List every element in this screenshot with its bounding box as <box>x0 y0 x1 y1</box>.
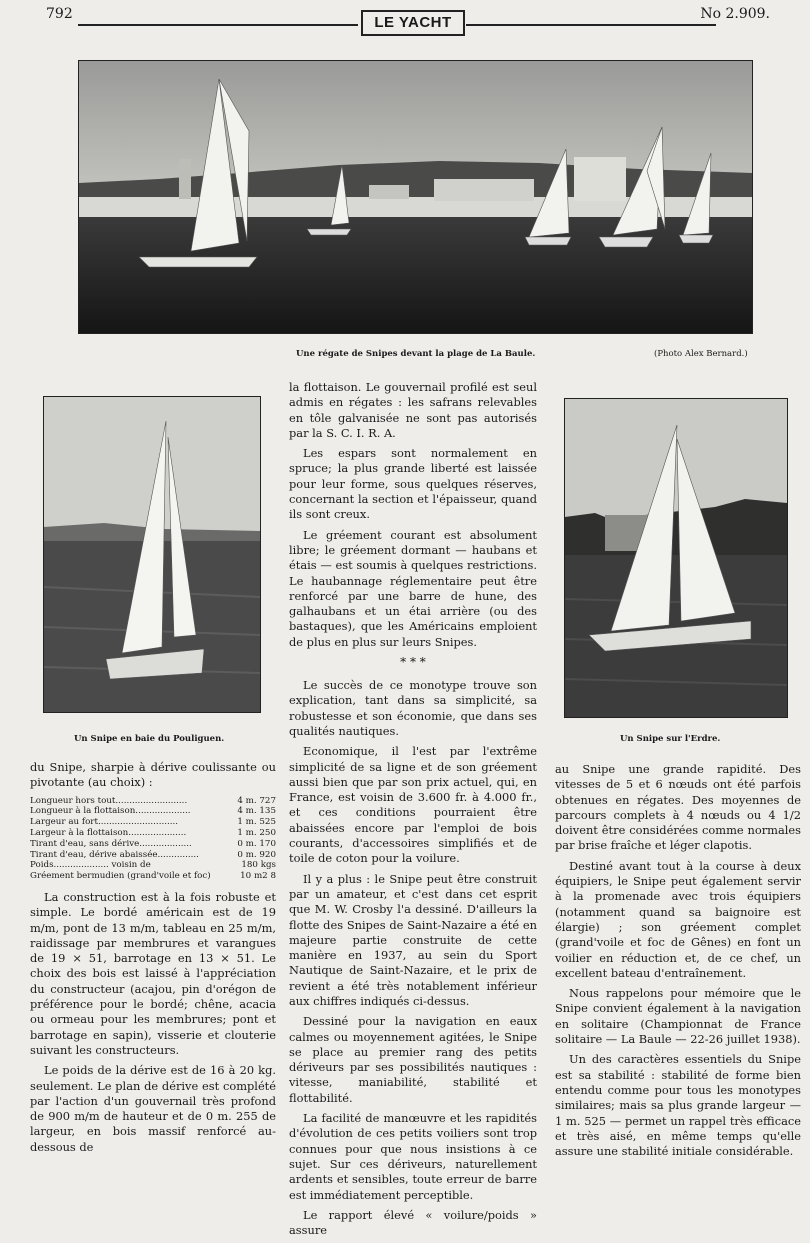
construction-paragraph: La construction est à la fois robuste et simple. Le bordé américain est de 19 m/m, pont de 13 m/m, tableau en 25 m/m, raidissage par membrures et varangues de 19 × 51, barrotage en 13 × 51. Le choix des bois est laissé à l'appréciation du constructeur (acajou, pin d'orégon de préférence pour le bordé; chêne, acacia ou ormeau pour les membrures; pont et barrotage en sapin), visserie et clouterie suivant les constructeurs. <box>30 889 276 1057</box>
spec-label: Largeur au fort............................. <box>30 817 179 828</box>
rudder-paragraph: la flottaison. Le gouvernail profilé est seul admis en régates : les safrans relevables en tôle galvanisée ne sont pas autorisés par la S. C. I. R. A. <box>289 380 537 440</box>
crew-paragraph: Destiné avant tout à la course à deux équipiers, le Snipe peut également servir à la promenade avec trois équipiers (notamment quand sa baignoire est élargie) ; son gréement complet (grand'voile et foc de Gênes) en font un voilier en réduction et, de ce chef, un excellent bateau d'entraînement. <box>555 858 801 980</box>
spec-row <box>30 850 276 861</box>
spec-row <box>30 839 276 850</box>
page-number: 792 <box>46 6 73 22</box>
solo-paragraph: Nous rappelons pour mémoire que le Snipe convient également à la navigation en solitaire (Championnat de France solitaire — La Baule — 22-26 juillet 1938). <box>555 986 801 1047</box>
spec-row <box>30 871 276 882</box>
spec-row <box>30 806 276 817</box>
spars-paragraph: Les espars sont normalement en spruce; la plus grande liberté est laissée pour leur forme, sous quelques réserves, concernant la section et l'épaisseur, quand ils sont creux. <box>289 446 537 522</box>
ratio-paragraph: Le rapport élevé « voilure/poids » assure <box>289 1207 537 1238</box>
spec-row <box>30 828 276 839</box>
column-1 <box>30 760 276 1160</box>
success-paragraph: Le succès de ce monotype trouve son explication, tant dans sa simplicité, sa robustesse et son économie, que dans ses qualités nautiques. <box>289 678 537 738</box>
navigation-paragraph: Dessiné pour la navigation en eaux calmes ou moyennement agitées, le Snipe se place au premier rang des petits dériveurs par ses possibilités nautiques : vitesse, maniabilité, stabilité et flottabilité. <box>289 1014 537 1105</box>
section-separator: * * * <box>400 655 426 670</box>
spec-label: Longueur à la flottaison.................... <box>30 806 191 817</box>
spec-value: 10 m2 8 <box>240 871 276 882</box>
regatta-photo <box>78 60 753 334</box>
spec-value: 1 m. 250 <box>237 827 276 838</box>
amateur-build-paragraph: Il y a plus : le Snipe peut être construit par un amateur, et c'est dans cet esprit que M. W. Crosby l'a dessiné. D'ailleurs la flotte des Snipes de Saint-Nazaire a été en majeure partie construite de cette manière en 1937, au sein du Sport Nautique de Saint-Nazaire, et le prix de revient a été très notablement inférieur aux chiffres indiqués ci-dessus. <box>289 871 537 1008</box>
spec-label: Largeur à la flottaison..................... <box>30 827 187 838</box>
spec-label: Tirant d'eau, sans dérive................... <box>30 838 192 849</box>
spec-value: 4 m. 727 <box>237 795 276 806</box>
spec-value: 1 m. 525 <box>237 817 276 828</box>
issue-number: No 2.909. <box>700 6 770 22</box>
top-photo-credit: (Photo Alex Bernard.) <box>654 349 748 359</box>
spec-value: 180 kgs <box>241 860 276 871</box>
spec-label: Poids.................... voisin de <box>30 860 151 871</box>
column-2 <box>289 380 537 1243</box>
spec-label: Tirant d'eau, dérive abaissée............... <box>30 849 199 860</box>
column-3 <box>555 762 801 1164</box>
rigging-paragraph: Le gréement courant est absolument libre; le gréement dormant — haubans et étais — est soumis à quelques restrictions. Le haubannage réglementaire peut être renforcé par une barre de hune, des galhaubans et un étai arrière (ou des bastaques), que les Américains emploient de plus en plus sur leurs Snipes. <box>289 527 537 649</box>
header-rule-right <box>466 24 716 26</box>
spec-label: Gréement bermudien (grand'voile et foc) <box>30 871 211 882</box>
spec-value: 4 m. 135 <box>237 806 276 817</box>
spec-row <box>30 796 276 807</box>
economy-paragraph: Economique, il l'est par l'extrême simplicité de sa ligne et de son gréement aussi bien que par son prix actuel, qui, en France, est voisin de 3.600 fr. à 4.000 fr., et ces conditions pourraient être abaissées encore par l'emploi de bois courants, d'accessoires simplifiés et de toile de coton pour la voilure. <box>289 744 537 866</box>
header-rule-left <box>78 24 358 26</box>
pouliguen-photo <box>43 396 261 713</box>
speed-paragraph: au Snipe une grande rapidité. Des vitesses de 5 et 6 nœuds ont été parfois obtenues en régates. Des moyennes de parcours complets à 4 nœuds ou 4 1/2 doivent être considérées comme normales par brise fraîche et léger clapotis. <box>555 762 801 853</box>
stability-paragraph: Un des caractères essentiels du Snipe est sa stabilité : stabilité de forme bien entendu comme pour tous les monotypes similaires; mais sa plus grande largeur — 1 m. 525 — permet un rappel très efficace et très aisé, en même temps qu'elle assure une stabilité initiale considérable. <box>555 1052 801 1159</box>
snipe-intro-paragraph: du Snipe, sharpie à dérive coulissante ou pivotante (au choix) : <box>30 760 276 790</box>
erdre-photo <box>564 398 788 718</box>
spec-label: Longueur hors tout.......................... <box>30 795 188 806</box>
centreboard-paragraph: Le poids de la dérive est de 16 à 20 kg. seulement. Le plan de dérive est complété par l'action d'un gouvernail très profond de 900 m/m de hauteur et de 0 m. 255 de largeur, en bois massif renforcé au-dessous de <box>30 1063 276 1154</box>
top-photo-caption: Une régate de Snipes devant la plage de La Baule. <box>296 349 536 359</box>
spec-value: 0 m. 170 <box>237 838 276 849</box>
right-photo-caption: Un Snipe sur l'Erdre. <box>620 734 721 744</box>
specifications-table <box>30 796 276 882</box>
spec-row <box>30 817 276 828</box>
spec-value: 0 m. 920 <box>237 849 276 860</box>
spec-row <box>30 860 276 871</box>
handling-paragraph: La facilité de manœuvre et les rapidités d'évolution de ces petits voiliers sont trop connues pour que nous insistions à ce sujet. Sur ces dériveurs, naturellement ardents et sensibles, toute erreur de barre est immédiatement perceptible. <box>289 1111 537 1202</box>
magazine-title: LE YACHT <box>361 10 465 36</box>
left-photo-caption: Un Snipe en baie du Pouliguen. <box>74 734 225 744</box>
